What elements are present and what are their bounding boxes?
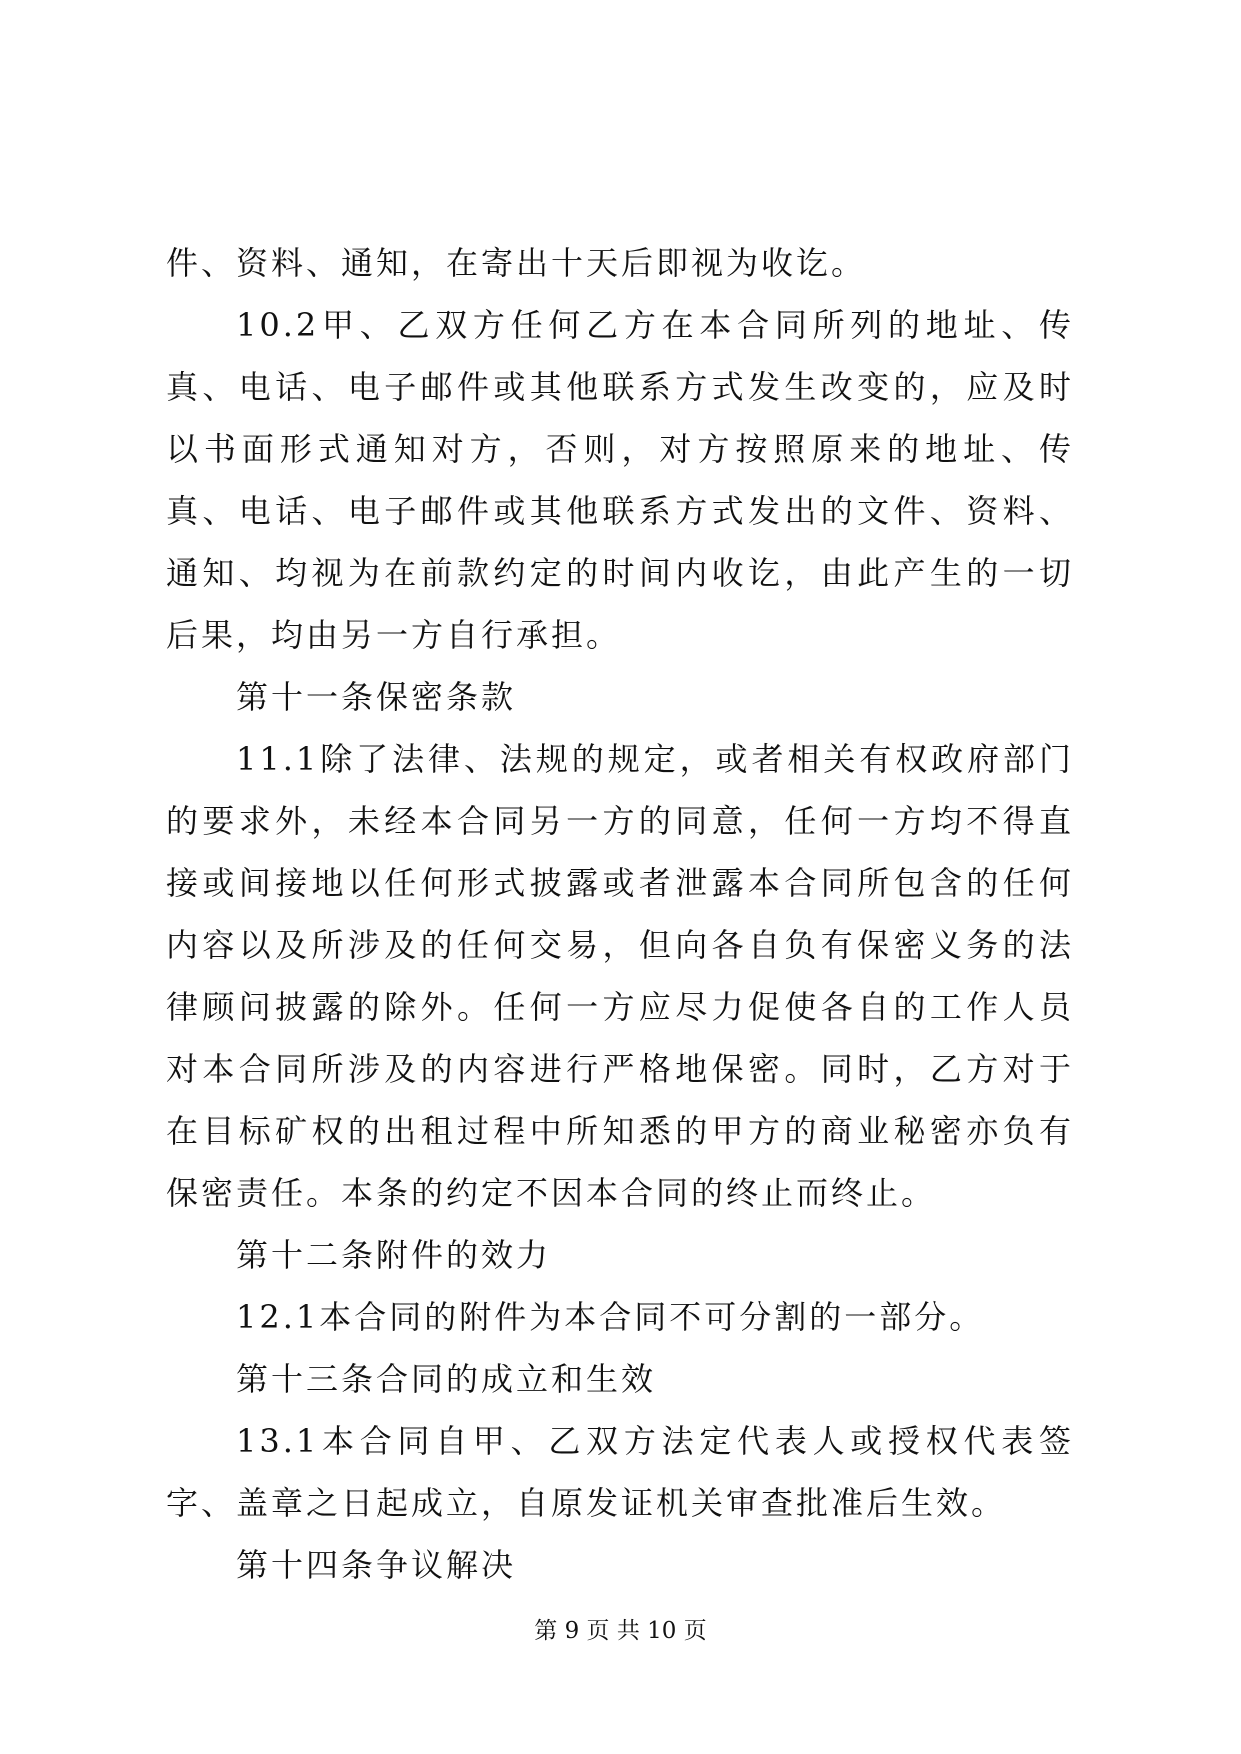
paragraph-clause-11-1: 11.1除了法律、法规的规定，或者相关有权政府部门的要求外，未经本合同另一方的同意，任何一方均不得直接或间接地以任何形式披露或者泄露本合同所包含的任何内容以及所涉及的任何交易，但向各自负有保密义务的法律顾问披露的除外。任何一方应尽力促使各自的工作人员对本合同所涉及的内容进行严格地保密。同时，乙方对于在目标矿权的出租过程中所知悉的甲方的商业秘密亦负有保密责任。本条的约定不因本合同的终止而终止。 [166,740,1074,1212]
document-body [166,232,1074,1596]
paragraph-clause-12-1: 12.1本合同的附件为本合同不可分割的一部分。 [236,1298,985,1336]
heading-article-14: 第十四条争议解决 [236,1546,517,1584]
heading-article-13: 第十三条合同的成立和生效 [236,1360,657,1398]
heading-article-12: 第十二条附件的效力 [236,1236,552,1274]
page-number: 第 9 页 共 10 页 [534,1618,707,1644]
paragraph-continuation: 件、资料、通知，在寄出十天后即视为收讫。 [166,244,867,282]
heading-article-11: 第十一条保密条款 [236,678,517,716]
paragraph-clause-13-1: 13.1本合同自甲、乙双方法定代表人或授权代表签字、盖章之日起成立，自原发证机关审查批准后生效。 [166,1422,1074,1522]
page-footer [0,1616,1241,1646]
paragraph-clause-10-2: 10.2甲、乙双方任何乙方在本合同所列的地址、传真、电话、电子邮件或其他联系方式发生改变的，应及时以书面形式通知对方，否则，对方按照原来的地址、传真、电话、电子邮件或其他联系方式发出的文件、资料、通知、均视为在前款约定的时间内收讫，由此产生的一切后果，均由另一方自行承担。 [166,306,1074,654]
